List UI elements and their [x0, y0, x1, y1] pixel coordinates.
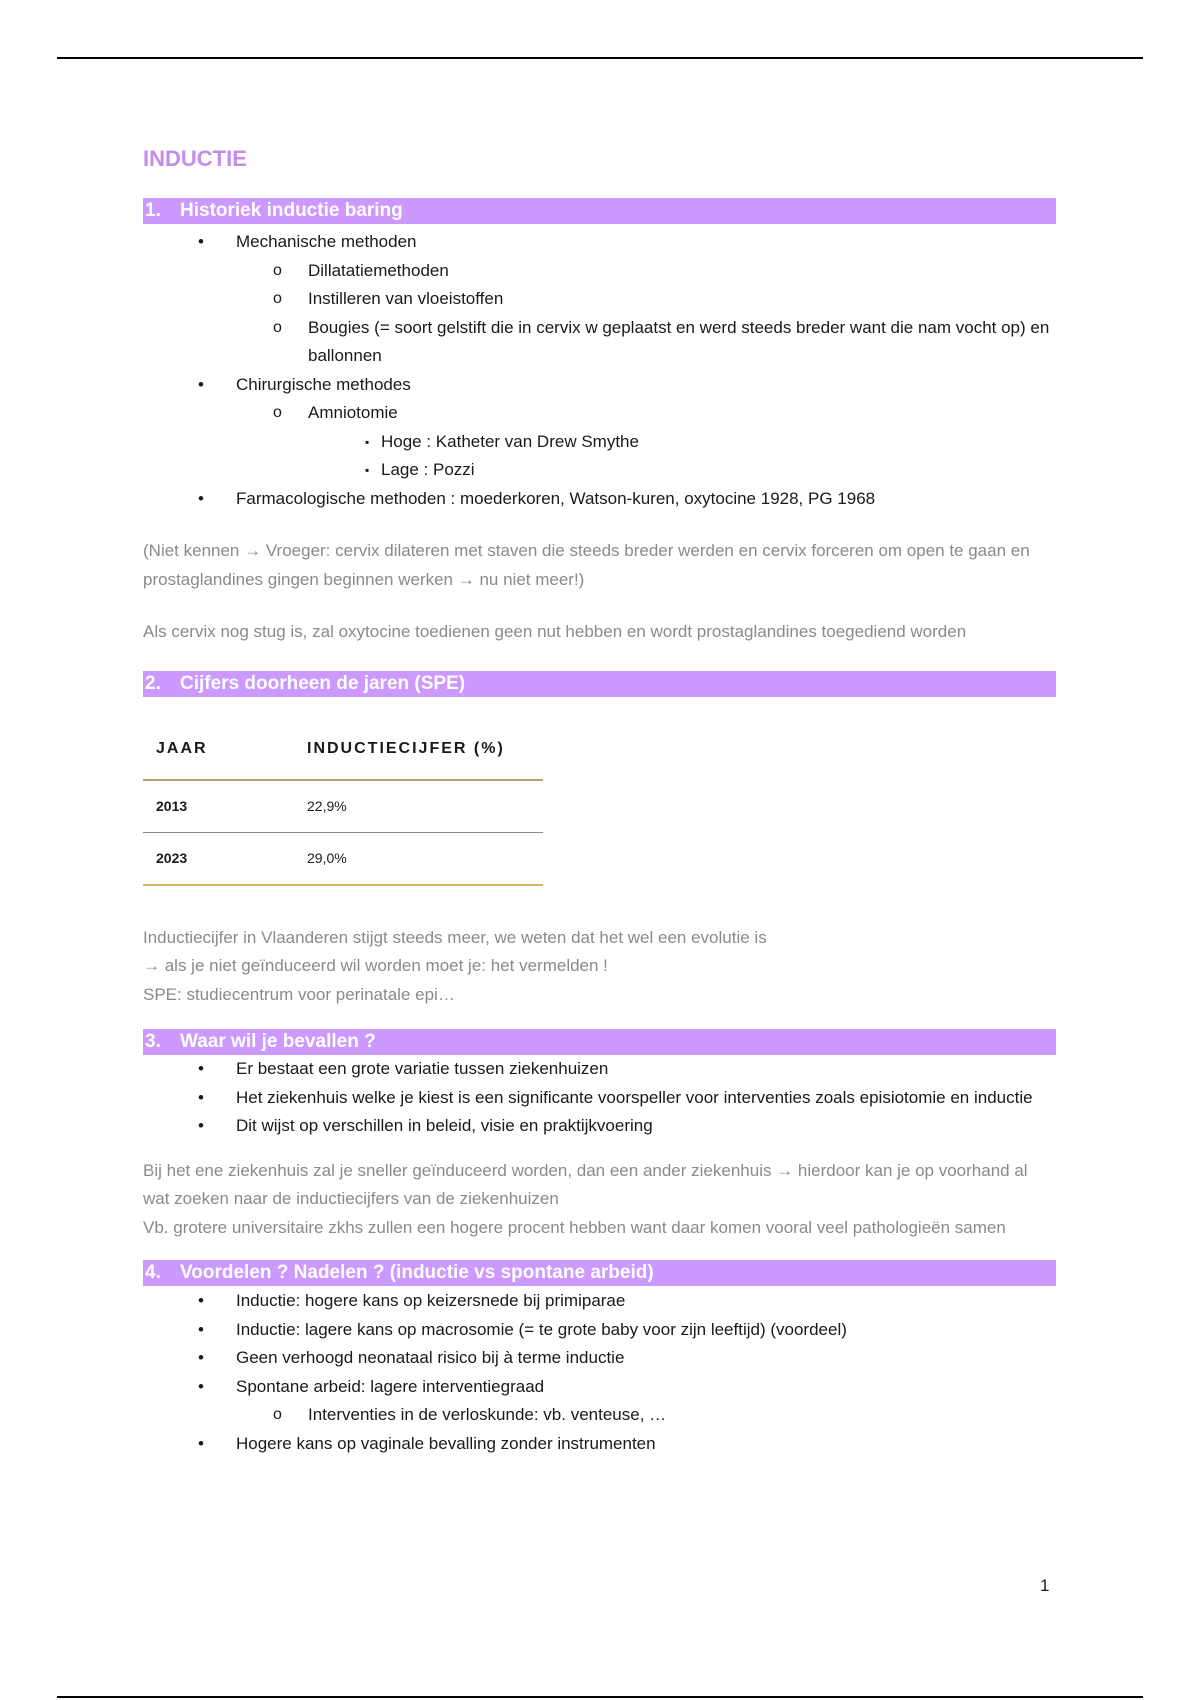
list-item: • Inductie: lagere kans op macrosomie (= te grote baby voor zijn leeftijd) (voordeel)	[143, 1316, 1056, 1345]
page-number: 1	[1040, 1576, 1050, 1595]
bullet-icon: •	[198, 1376, 204, 1396]
table-header-row	[143, 719, 543, 781]
bullet-icon: •	[198, 1348, 204, 1367]
list-item: • Dit wijst op verschillen in beleid, visie en praktijkvoering	[143, 1112, 1056, 1141]
list-item: • Spontane arbeid: lagere interventiegraad	[143, 1373, 1056, 1402]
section-number: 4.	[145, 1262, 161, 1283]
document-body	[143, 140, 1056, 1458]
column-header-year: JAAR	[156, 739, 208, 757]
footer-rule	[57, 1696, 1143, 1698]
note-block	[143, 924, 1056, 1010]
note-paragraph: Als cervix nog stug is, zal oxytocine toedienen geen nut hebben en wordt prostaglandines toegediend worden	[143, 622, 967, 641]
note-paragraph: Vb. grotere universitaire zkhs zullen een hogere procent hebben want daar komen vooral veel pathologieën samen	[143, 1217, 1006, 1237]
section-title: Historiek inductie baring	[180, 200, 403, 221]
section-title: Voordelen ? Nadelen ? (inductie vs spontane arbeid)	[180, 1262, 654, 1283]
section-list	[143, 228, 1056, 513]
table-cell-year: 2013	[156, 797, 188, 814]
bullet-icon: •	[198, 1291, 204, 1310]
note-paragraph: Bij het ene ziekenhuis zal je sneller geïnduceerd worden, dan een ander ziekenhuis → hierdoor kan je op voorhand al wat zoeken naar de inductiecijfers van de ziekenhuizen	[143, 1160, 1028, 1208]
table-cell-rate: 29,0%	[307, 849, 347, 866]
note-line: → als je niet geïnduceerd wil worden moet je: het vermelden !	[143, 956, 608, 975]
induction-rate-table	[143, 719, 543, 886]
circle-bullet-icon: o	[273, 290, 282, 307]
circle-bullet-icon: o	[273, 318, 282, 336]
bullet-icon: •	[198, 232, 204, 251]
table-cell-year: 2023	[156, 849, 188, 866]
list-item: • Er bestaat een grote variatie tussen ziekenhuizen	[143, 1055, 1056, 1084]
bullet-icon: •	[198, 1116, 204, 1135]
column-header-rate: INDUCTIECIJFER (%)	[307, 739, 505, 757]
square-bullet-icon: ▪	[365, 434, 370, 449]
section-number: 3.	[145, 1031, 161, 1052]
list-item: ▪ Hoge : Katheter van Drew Smythe	[143, 428, 1056, 457]
square-bullet-icon: ▪	[365, 463, 370, 477]
list-item: • Chirurgische methodes	[143, 371, 1056, 400]
table-row	[143, 833, 543, 886]
note-line: SPE: studiecentrum voor perinatale epi…	[143, 984, 455, 1004]
list-item: o Bougies (= soort gelstift die in cervix w geplaatst en werd steeds breder want die nam vocht op) en ballonnen	[143, 314, 1056, 371]
note-line: Inductiecijfer in Vlaanderen stijgt steeds meer, we weten dat het wel een evolutie is	[143, 927, 767, 947]
section-title: Waar wil je bevallen ?	[180, 1031, 376, 1052]
list-item: • Het ziekenhuis welke je kiest is een significante voorspeller voor interventies zoals episiotomie en inductie	[143, 1084, 1056, 1113]
section-heading-cijfers	[143, 671, 1056, 697]
bullet-icon: •	[198, 1319, 204, 1339]
list-item: • Farmacologische methoden : moederkoren, Watson-kuren, oxytocine 1928, PG 1968	[143, 485, 1056, 514]
list-item: o Dillatatiemethoden	[143, 257, 1056, 286]
bullet-icon: •	[198, 1433, 204, 1453]
bullet-icon: •	[198, 1087, 204, 1107]
section-heading-voordelen-nadelen	[143, 1260, 1056, 1286]
section-list	[143, 1055, 1056, 1141]
circle-bullet-icon: o	[273, 261, 282, 279]
header-rule	[57, 57, 1143, 59]
bullet-icon: •	[198, 488, 204, 508]
table-cell-rate: 22,9%	[307, 797, 347, 814]
bullet-icon: •	[198, 374, 204, 394]
note-paragraph: (Niet kennen → Vroeger: cervix dilateren met staven die steeds breder werden en cervix forceren om open te gaan en prostaglandines gingen beginnen werken → nu niet meer!)	[143, 541, 1030, 589]
circle-bullet-icon: o	[273, 1406, 282, 1423]
document-title: INDUCTIE	[143, 146, 247, 171]
circle-bullet-icon: o	[273, 404, 282, 421]
list-item: o Interventies in de verloskunde: vb. venteuse, …	[143, 1401, 1056, 1430]
list-item: • Geen verhoogd neonataal risico bij à terme inductie	[143, 1344, 1056, 1373]
table-row	[143, 781, 543, 833]
section-title: Cijfers doorheen de jaren (SPE)	[180, 672, 466, 694]
section-heading-historiek	[143, 198, 1056, 224]
section-number: 2.	[145, 672, 161, 694]
section-number: 1.	[145, 200, 161, 221]
list-item: ▪ Lage : Pozzi	[143, 456, 1056, 485]
bullet-icon: •	[198, 1059, 204, 1078]
list-item: • Mechanische methoden	[143, 228, 1056, 257]
list-item: • Hogere kans op vaginale bevalling zonder instrumenten	[143, 1430, 1056, 1459]
list-item: • Inductie: hogere kans op keizersnede bij primiparae	[143, 1287, 1056, 1316]
list-item: o Instilleren van vloeistoffen	[143, 285, 1056, 314]
section-list	[143, 1287, 1056, 1458]
section-heading-bevallen	[143, 1029, 1056, 1055]
list-item: o Amniotomie	[143, 399, 1056, 428]
